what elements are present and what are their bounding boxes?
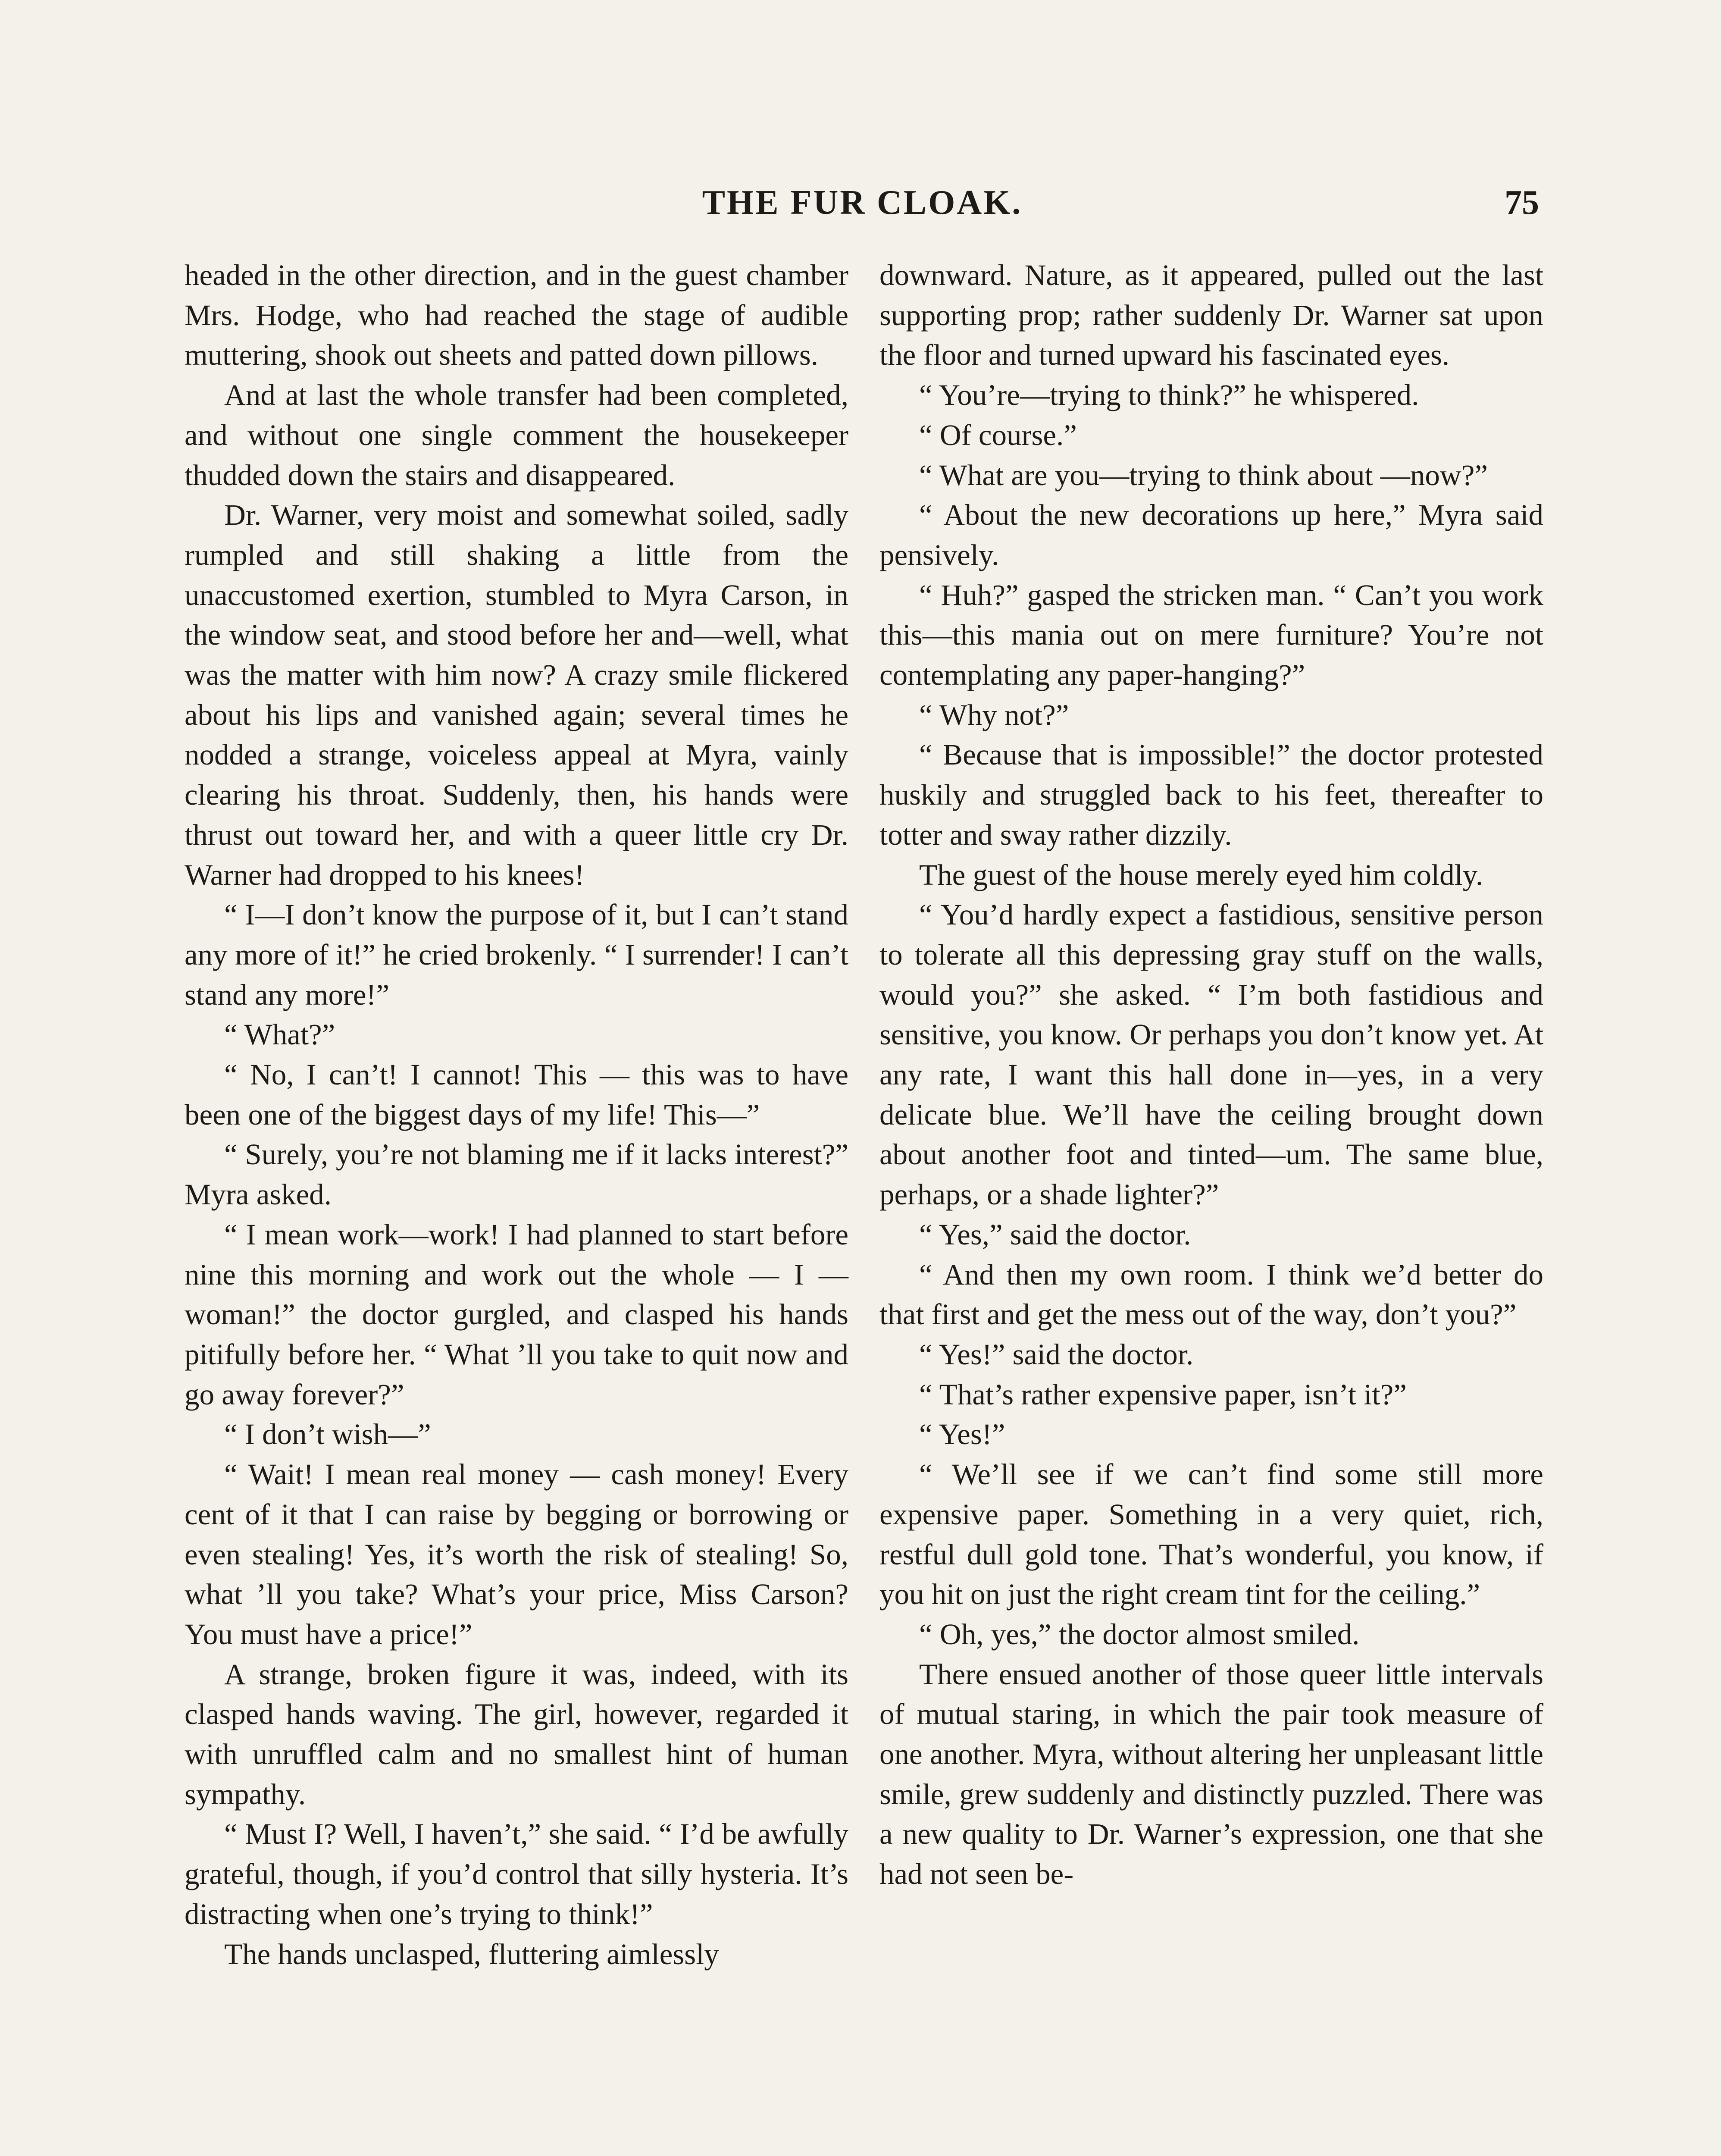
right_column-paragraph: “ Of course.”: [919, 418, 1077, 451]
right_column-paragraph: “ Oh, yes,” the doctor almost smiled.: [919, 1617, 1360, 1651]
left_column-paragraph: “ No, I can’t! I cannot! This — this was to have been one of the biggest days of my life! This—”: [185, 1058, 848, 1131]
left_column-paragraph: “ Must I? Well, I haven’t,” she said. “ I’d be awfully grateful, though, if you’d control that silly hysteria. It’s distracting when one’s trying to think!”: [185, 1818, 848, 1930]
left_column-paragraph: A strange, broken figure it was, indeed, with its clasped hands waving. The girl, however, regarded it with unruffled calm and no smallest hint of human sympathy.: [185, 1658, 848, 1811]
right_column-paragraph: There ensued another of those queer little intervals of mutual staring, in which the pair took measure of one another. Myra, without altering her unpleasant little smile, grew suddenly and distinctly puzzled. There was a new quality to Dr. Warner’s expression, one that she had not seen be-: [879, 1658, 1543, 1891]
left_column-paragraph: “ Surely, you’re not blaming me if it lacks interest?” Myra asked.: [185, 1138, 848, 1211]
right_column-paragraph: “ About the new decorations up here,” Myra said pensively.: [879, 498, 1543, 571]
left_column-paragraph: “ Wait! I mean real money — cash money! Every cent of it that I can raise by begging or borrowing or even stealing! Yes, it’s worth the risk of stealing! So, what ’ll you take? What’s your price, Miss Carson? You must have a price!”: [185, 1458, 848, 1651]
right_column-paragraph: “ That’s rather expensive paper, isn’t it?”: [919, 1378, 1407, 1411]
right_column-paragraph: downward. Nature, as it appeared, pulled out the last supporting prop; rather suddenly Dr. Warner sat upon the floor and turned upward his fascinated eyes.: [879, 259, 1543, 372]
left_column-paragraph: “ What?”: [224, 1018, 335, 1051]
left_column-paragraph: The hands unclasped, fluttering aimlessly: [224, 1937, 719, 1971]
right_column-paragraph: “ You’d hardly expect a fastidious, sensitive person to tolerate all this depressing gray stuff on the walls, would you?” she asked. “ I’m both fastidious and sensitive, you know. Or perhaps you don’t know yet. At any rate, I want this hall done in—yes, in a very delicate blue. We’ll have the ceiling brought down about another foot and tinted—um. The same blue, perhaps, or a shade lighter?”: [879, 898, 1543, 1211]
left_column-paragraph: “ I don’t wish—”: [224, 1418, 431, 1451]
left-text-column: [185, 255, 848, 1974]
left_column-paragraph: Dr. Warner, very moist and somewhat soiled, sadly rumpled and still shaking a little from the unaccustomed exertion, stumbled to Myra Carson, in the window seat, and stood before her and—well, what was the matter with him now? A crazy smile flickered about his lips and vanished again; several times he nodded a strange, voiceless appeal at Myra, vainly clearing his throat. Suddenly, then, his hands were thrust out toward her, and with a queer little cry Dr. Warner had dropped to his knees!: [185, 498, 848, 891]
right_column-paragraph: “ We’ll see if we can’t find some still more expensive paper. Something in a very quiet, rich, restful dull gold tone. That’s wonderful, you know, if you hit on just the right cream tint for the ceiling.”: [879, 1458, 1543, 1611]
running-title: THE FUR CLOAK.: [702, 184, 1023, 222]
right-text-column: [879, 255, 1543, 1894]
left_column-paragraph: And at last the whole transfer had been completed, and without one single comment the housekeeper thudded down the stairs and disappeared.: [185, 379, 848, 492]
right_column-paragraph: “ Why not?”: [919, 698, 1069, 731]
right_column-paragraph: “ You’re—trying to think?” he whispered.: [919, 379, 1419, 412]
right_column-paragraph: “ Yes!” said the doctor.: [919, 1338, 1194, 1371]
page-number: 75: [1505, 184, 1539, 222]
right_column-paragraph: The guest of the house merely eyed him coldly.: [919, 858, 1483, 891]
right_column-paragraph: “ What are you—trying to think about —now?”: [919, 458, 1488, 492]
right_column-paragraph: “ Yes!”: [919, 1418, 1005, 1451]
right_column-paragraph: “ And then my own room. I think we’d better do that first and get the mess out of the way, don’t you?”: [879, 1258, 1543, 1331]
right_column-paragraph: “ Because that is impossible!” the doctor protested huskily and struggled back to his feet, thereafter to totter and sway rather dizzily.: [879, 738, 1543, 851]
running-head: [185, 181, 1539, 233]
left_column-paragraph: “ I—I don’t know the purpose of it, but I can’t stand any more of it!” he cried brokenly. “ I surrender! I can’t stand any more!”: [185, 898, 848, 1011]
right_column-paragraph: “ Yes,” said the doctor.: [919, 1218, 1191, 1251]
left_column-paragraph: headed in the other direction, and in the guest chamber Mrs. Hodge, who had reached the stage of audible muttering, shook out sheets and patted down pillows.: [185, 259, 848, 372]
left_column-paragraph: “ I mean work—work! I had planned to start before nine this morning and work out the whole — I — woman!” the doctor gurgled, and clasped his hands pitifully before her. “ What ’ll you take to quit now and go away forever?”: [185, 1218, 848, 1411]
right_column-paragraph: “ Huh?” gasped the stricken man. “ Can’t you work this—this mania out on mere furniture? You’re not contemplating any paper-hanging?”: [879, 578, 1543, 692]
